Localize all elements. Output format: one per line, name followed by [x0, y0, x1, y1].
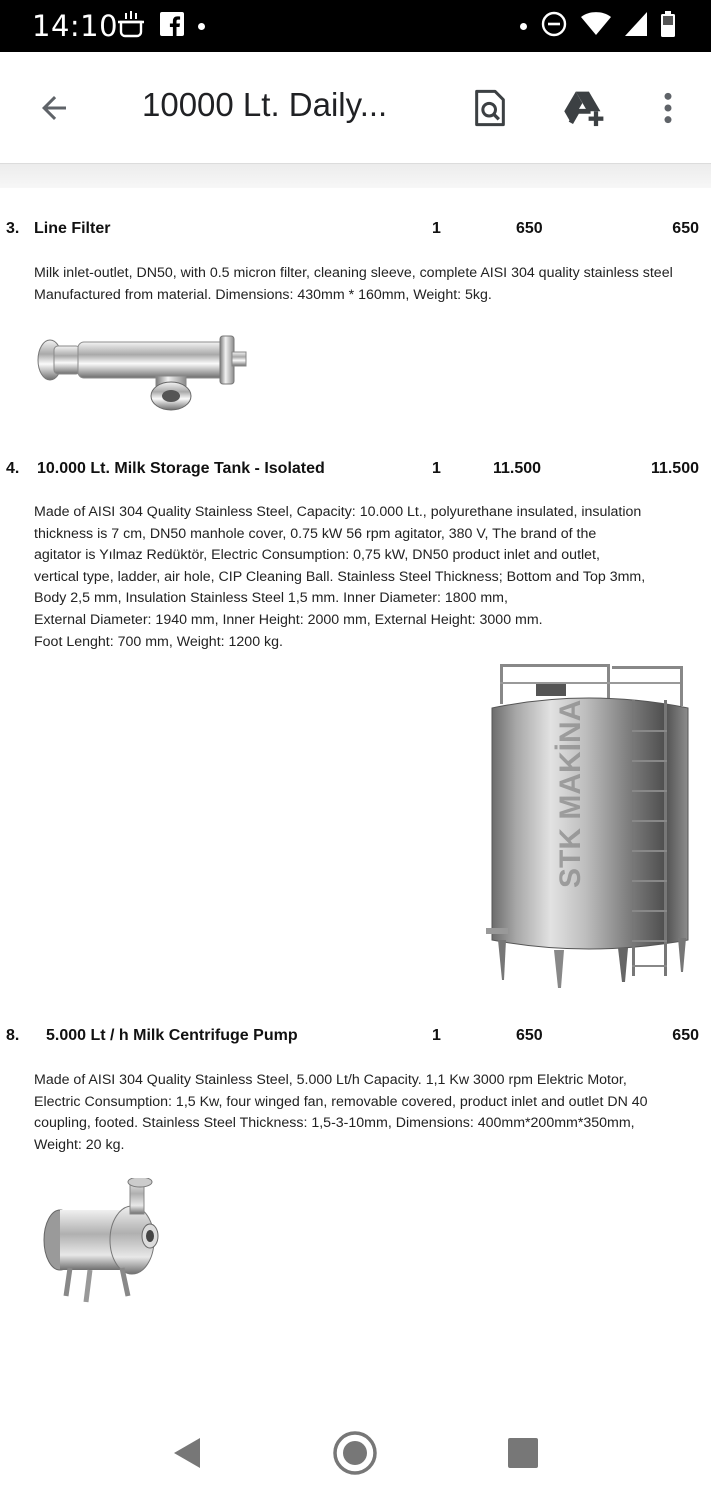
item-quantity: 1: [432, 460, 441, 477]
nav-recents-icon: [507, 1437, 539, 1469]
notification-dot-icon: [198, 23, 205, 30]
item-description: Made of AISI 304 Quality Stainless Steel, 5.000 Lt/h Capacity. 1,1 Kw 3000 rpm Elektric Motor, Electric Consumption: 1,5 Kw, four winged fan, removable covered, product inlet and outlet DN 40 coupling, footed. Stainless Steel Thickness: 1,5-3-10mm, Dimensions: 400mm*200mm*350mm, Weight: 20 kg.: [34, 1072, 648, 1153]
milk-storage-tank-image: [484, 660, 696, 998]
more-vert-icon: [648, 88, 688, 128]
item-total: 11.500: [650, 460, 699, 477]
nav-home-button[interactable]: [330, 1428, 380, 1478]
item-description: Made of AISI 304 Quality Stainless Steel, Capacity: 10.000 Lt., polyurethane insulated, insulation thickness is 7 cm, DN50 manhole cover, 0.75 kW 56 rpm agitator, 380 V, The brand of the agitator is Yılmaz Redüktör, Electric Consumption: 0,75 kW, DN50 product inlet and outlet, vertical type, ladder, air hole, CIP Cleaning Ball. Stainless Steel Thickness; Bottom and Top 3mm, Body 2,5 mm, Insulation Stainless Steel 1,5 mm. Inner Diameter: 1800 mm, External Diameter: 1940 mm, Inner Height: 2000 mm, External Height: 3000 mm. Foot Lenght: 700 mm, Weight: 1200 kg.: [34, 504, 646, 650]
nav-recents-button[interactable]: [498, 1428, 548, 1478]
item-row: [0, 220, 711, 244]
item-row: [0, 460, 711, 484]
line-filter-image: [32, 330, 254, 414]
tank-watermark: STK MAKİNA: [554, 699, 587, 888]
battery-icon: [661, 11, 675, 42]
find-in-page-icon: [470, 88, 510, 128]
find-in-document-button[interactable]: [464, 82, 516, 134]
item-description: Milk inlet-outlet, DN50, with 0.5 micron filter, cleaning sleeve, complete AISI 304 quality stainless steel Manufactured from material. Dimensions: 430mm * 160mm, Weight: 5kg.: [34, 265, 673, 303]
nav-back-icon: [172, 1436, 202, 1470]
document-page[interactable]: [0, 188, 711, 1400]
status-bar: [0, 0, 711, 52]
facebook-icon: [160, 12, 184, 41]
add-to-drive-icon: [561, 88, 607, 128]
signal-icon: [625, 12, 647, 41]
item-total: 650: [672, 1027, 699, 1044]
item-unit-price: 11.500: [493, 460, 542, 477]
item-unit-price: 650: [516, 220, 543, 237]
item-name: 5.000 Lt / h Milk Centrifuge Pump: [46, 1027, 298, 1044]
do-not-disturb-icon: [541, 11, 567, 42]
add-to-drive-button[interactable]: [558, 82, 610, 134]
item-number: 8.: [6, 1027, 20, 1044]
app-bar: [0, 52, 711, 164]
dot-icon: [520, 23, 527, 30]
item-unit-price: 650: [516, 1027, 543, 1044]
item-name: Line Filter: [34, 220, 111, 237]
cooking-pot-icon: [116, 10, 146, 43]
item-number: 4.: [6, 460, 20, 477]
wifi-icon: [581, 12, 611, 41]
document-title: 10000 Lt. Daily...: [142, 86, 388, 123]
item-quantity: 1: [432, 220, 441, 237]
more-options-button[interactable]: [642, 82, 694, 134]
nav-home-icon: [332, 1430, 378, 1476]
status-time: 14:10: [32, 9, 119, 43]
back-button[interactable]: [30, 84, 78, 132]
page-gap: [0, 164, 711, 188]
item-quantity: 1: [432, 1027, 441, 1044]
item-row: [0, 1027, 711, 1051]
item-number: 3.: [6, 220, 20, 237]
arrow-back-icon: [36, 90, 72, 126]
centrifuge-pump-image: [40, 1178, 164, 1304]
item-total: 650: [672, 220, 699, 237]
nav-back-button[interactable]: [162, 1428, 212, 1478]
item-name: 10.000 Lt. Milk Storage Tank - Isolated: [37, 460, 325, 477]
navigation-bar: [0, 1400, 711, 1500]
